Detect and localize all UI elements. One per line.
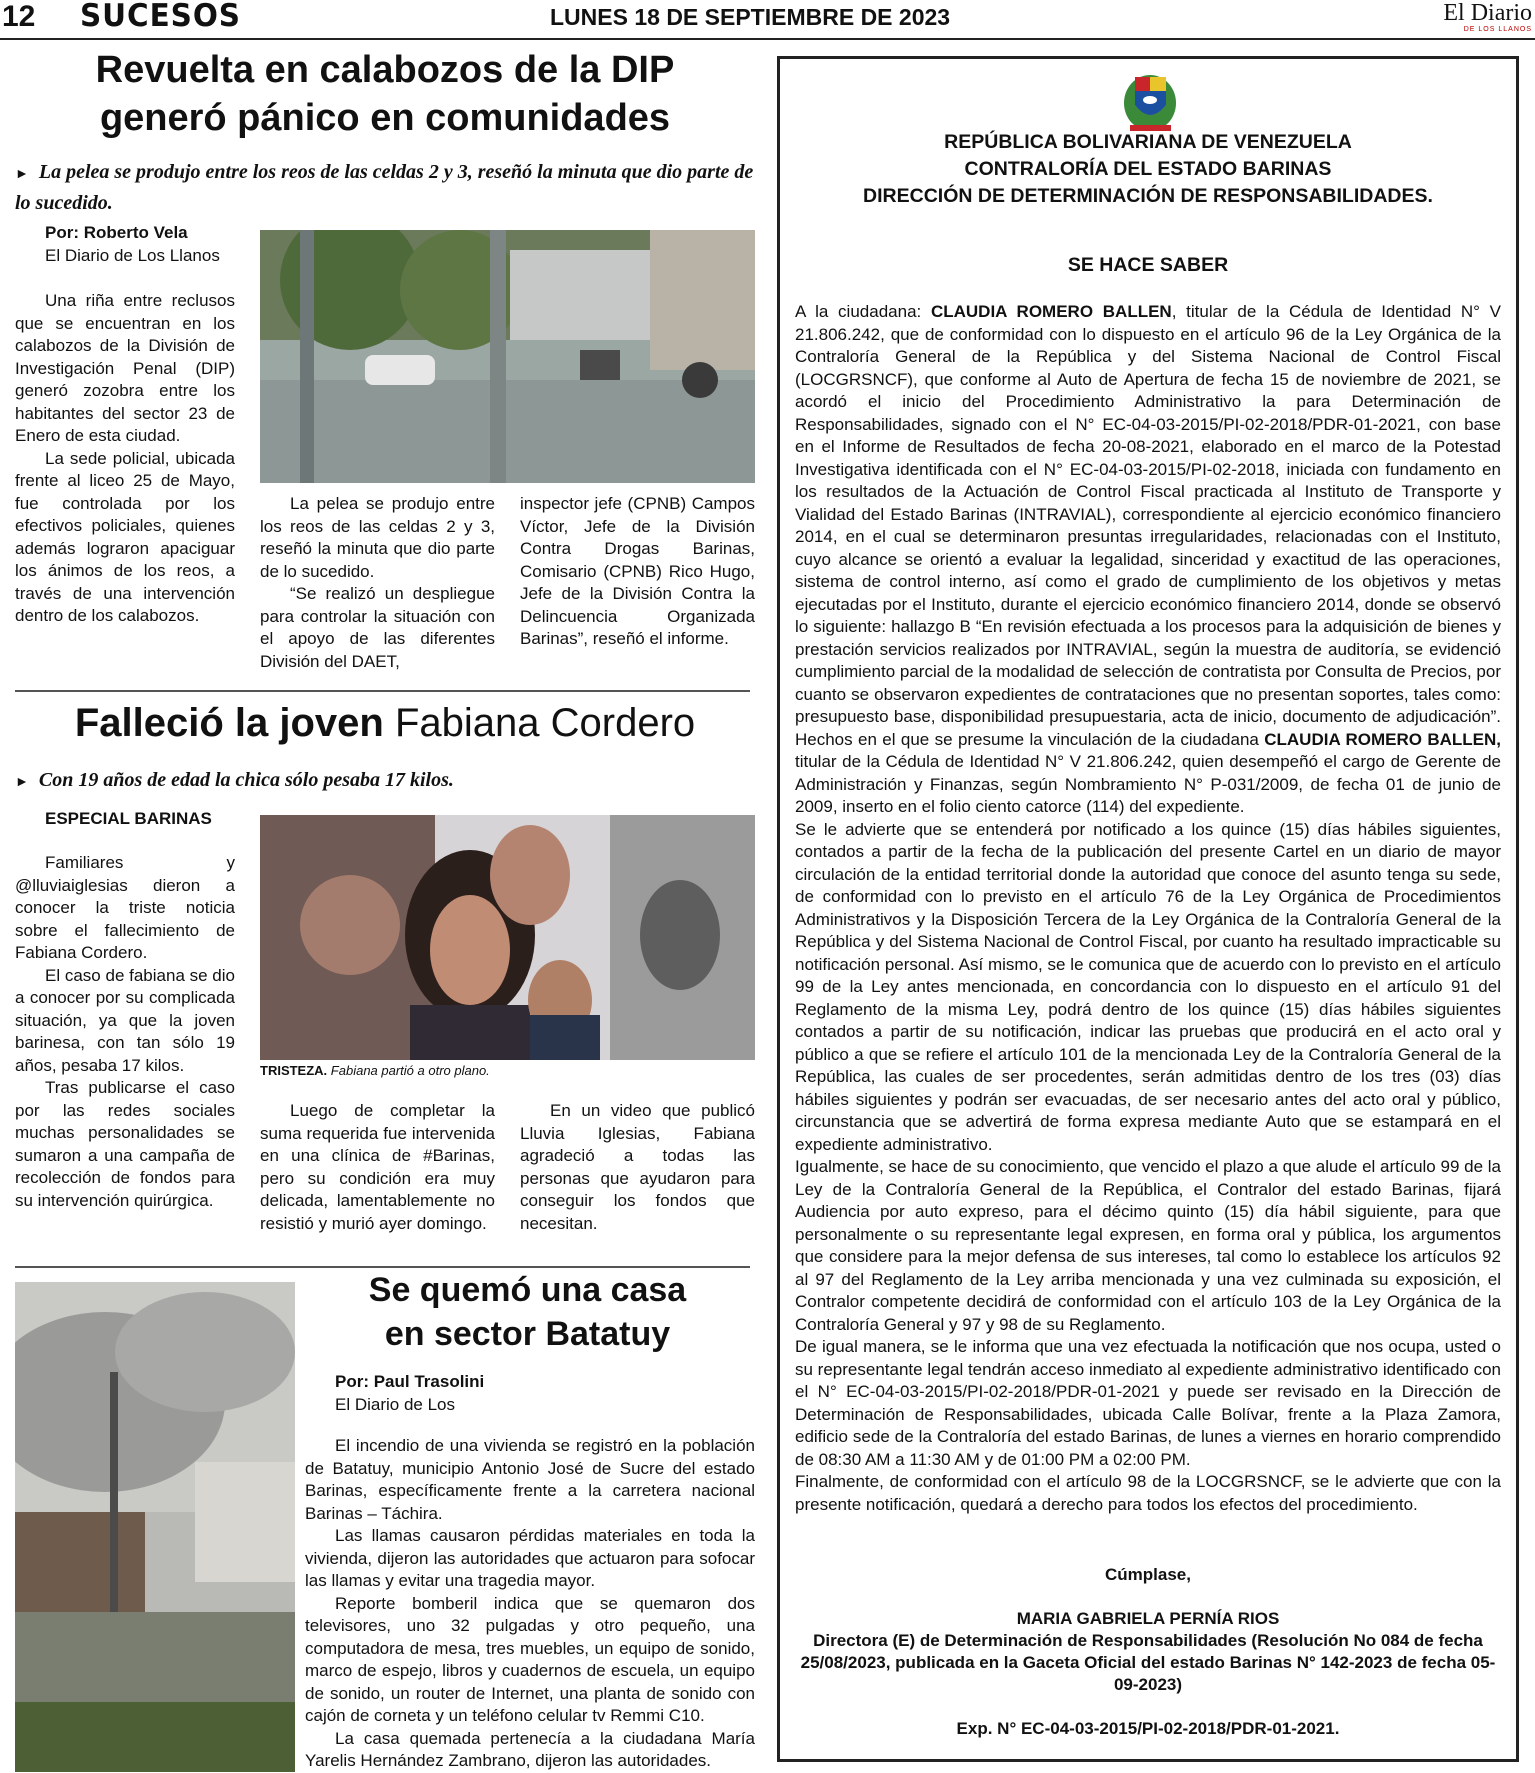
logo-name: El Diario — [1443, 0, 1532, 26]
arrow-icon: ► — [15, 167, 29, 182]
article1-col2: La pelea se produjo entre los reos de las celdas 2 y 3, reseñó la minuta que dio parte de lo sucedido. “Se realizó un despliegue para controlar la situación con el apoyo de las diferentes División del DAET, — [260, 494, 495, 671]
article2-col3: En un video que publicó Lluvia Iglesias, Fabiana agradeció a todas las personas que ayudaron para conseguir los fondos que necesitan. — [520, 1101, 755, 1233]
article1-col3: inspector jefe (CPNB) Campos Víctor, Jefe de la División Contra Drogas Barinas, Comisario (CPNB) Rico Hugo, Jefe de la División Contra la Delincuencia Organizada Barinas”, reseñó el informe. — [520, 494, 755, 648]
newspaper-logo — [1420, 0, 1532, 34]
page-number: 12 — [2, 0, 36, 33]
article2-col1: Familiares y @lluviaiglesias dieron a conocer la triste noticia sobre el fallecimiento de Fabiana Cordero. El caso de fabiana se dio a conocer por su complicada situación, ya que la joven barinesa, con tan sólo 19 años, pesaba 17 kilos. Tras publicarse el caso por las redes sociales muchas personalidades se sumaron a una campaña de recolección de fondos para su intervención quirúrgica. — [15, 853, 235, 1210]
issue-date: LUNES 18 DE SEPTIEMBRE DE 2023 — [550, 4, 951, 30]
article2-byline: ESPECIAL BARINAS — [45, 809, 212, 828]
article1-photo — [260, 230, 755, 483]
notice-title: REPÚBLICA BOLIVARIANA DE VENEZUELA CONTRALORÍA DEL ESTADO BARINAS DIRECCIÓN DE DETERMINACIÓN DE RESPONSABILIDADES. — [863, 131, 1433, 207]
notice-subtitle: SE HACE SABER — [1067, 254, 1229, 276]
article1-deck: ► La pelea se produjo entre los reos de las celdas 2 y 3, reseñó la minuta que dio parte de lo sucedido. — [15, 161, 754, 214]
article3-byline: Por: Paul Trasolini — [335, 1372, 485, 1391]
article3-photo — [15, 1282, 295, 1772]
article3-headline: Se quemó una casa en sector Batatuy — [368, 1271, 687, 1353]
section-title: SUCESOS — [80, 0, 241, 34]
article1-headline: Revuelta en calabozos de la DIP generó pánico en comunidades — [95, 49, 675, 139]
article2-col2: Luego de completar la suma requerida fue intervenida en una clínica de #Barinas, pero su condición era muy delicada, lamentablemente no resistió y murió ayer domingo. — [260, 1101, 495, 1233]
legal-notice-box — [777, 56, 1519, 1762]
article1-byline-org: El Diario de Los Llanos — [45, 246, 220, 265]
notice-signature: Cúmplase, MARIA GABRIELA PERNÍA RIOS Directora (E) de Determinación de Responsabilidades (Resolución No 084 de fecha 25/08/2023, publicada en la Gaceta Oficial del estado Barinas N° 142-2023 de fecha 05-09-2023) Exp. N° EC-04-03-2015/PI-02-2018/PDR-01-2021. — [800, 1565, 1496, 1738]
logo-sub: DE LOS LLANOS — [1463, 26, 1532, 33]
article2-caption: TRISTEZA. Fabiana partió a otro plano. — [260, 1063, 490, 1078]
divider — [15, 690, 750, 692]
article2-headline: Falleció la joven Fabiana Cordero — [74, 701, 696, 745]
article2-deck: ► Con 19 años de edad la chica sólo pesaba 17 kilos. — [15, 769, 454, 791]
article3-byline-org: El Diario de Los — [335, 1395, 456, 1414]
article1-col1: Una riña entre reclusos que se encuentran en los calabozos de la División de Investigación Penal (DIP) generó zozobra entre los habitantes del sector 23 de Enero de esta ciudad. La sede policial, ubicada frente al liceo 25 de Mayo, fue controlada por los efectivos policiales, quienes además lograron apaciguar los ánimos de los reos, a través de una intervención dentro de los calabozos. — [15, 291, 235, 625]
article3-body: El incendio de una vivienda se registró en la población de Batatuy, municipio Antonio José de Sucre del estado Barinas, específicamente frente a la carretera nacional Barinas – Táchira. Las llamas causaron pérdidas materiales en toda la vivienda, dijeron las autoridades que actuaron para sofocar las llamas y evitar una tragedia mayor. Reporte bomberil indica que se quemaron dos televisores, uno 32 pulgadas y otro pequeño, una computadora de mesa, tres muebles, un equipo de sonido, marco de espejo, libros y cuadernos de escuela, un equipo de sonido, un router de Internet, una planta de sonido con cajón de corneta y un teléfono celular tv Remmi C10. La casa quemada pertenecía a la ciudadana María Yarelis Hernández Zambrano, dijeron las autoridades. — [305, 1436, 755, 1770]
article2-photo — [260, 815, 755, 1060]
header-rule — [0, 38, 1535, 40]
article1-byline: Por: Roberto Vela — [45, 223, 188, 242]
coat-of-arms-icon — [1123, 67, 1178, 135]
notice-body: A la ciudadana: CLAUDIA ROMERO BALLEN, titular de la Cédula de Identidad N° V 21.806.242, que de conformidad con lo dispuesto en el artículo 96 de la Ley Orgánica de la Contraloría General de la República y del Sistema Nacional de Control Fiscal (LOCGRSNCF), que conforme al Auto de Apertura de fecha 15 de noviembre de 2021, se acordó el inicio del Procedimiento Administrativo la para Determinación de Responsabilidades, signado con el N° EC-04-03-2015/PI-02-2018/PDR-01-2021, con base en el Informe de Resultados de fecha 20-08-2021, elaborado en el marco de la Potestad Investigativa identificada con el N° EC-04-03-2015/PI-02-2018, iniciada con fundamento en los resultados de la Actuación de Control Fiscal practicada al Instituto de Transporte y Vialidad del Estado Barinas (INTRAVIAL), correspondiente al ejercicio económico financiero 2014, en el cual se determinaron presuntas irregularidades, relacionadas con el Instituto, cuyo alcance se orientó a evaluar la legalidad, sinceridad y exactitud de las operaciones, sistema de control interno, así como el grado de cumplimiento de los objetivos y metas ejecutadas por el Instituto, durante el ejercicio económico financiero 2014, donde se observó lo siguiente: hallazgo B “En revisión efectuada a los procesos para la adquisición de bienes y prestación servicios realizados por INTRAVIAL, según la muestra de auditoría, se evidenció cumplimiento parcial de la modalidad de selección de contratista por Consulta de Precios, por cuanto se observaron expedientes de contrataciones que no presentan soportes, tales como: presupuesto base, disponibilidad presupuestaria, acta de inicio, documento de adjudicación”. Hechos en el que se presume la vinculación de la ciudadana CLAUDIA ROMERO BALLEN, titular de la Cédula de Identidad N° V 21.806.242, quien desempeñó el cargo de Gerente de Administración y Finanzas, según Nombramiento N° P-031/2009, de fecha 01 de junio de 2009, inserto en el folio ciento catorce (114) del expediente. Se le advierte que se entenderá por notificado a los quince (15) días hábiles siguientes, contados a partir de la fecha de la publicación del presente Cartel en un diario de mayor circulación de la entidad territorial donde la autoridad que conoce del asunto tenga su sede, de conformidad con lo previsto en el artículo 76 de la Ley Orgánica de Procedimientos Administrativos y la Disposición Tercera de la Ley Orgánica de la Contraloría General de la República y del Sistema Nacional de Control Fiscal, por cuanto ha resultado impracticable su notificación personal. Así mismo, se le comunica que de acuerdo con lo previsto en el artículo 99 de la Ley antes mencionada, en concordancia con lo dispuesto en el artículo 91 del Reglamento de la misma Ley, podrá dentro de los quince (15) días hábiles siguientes contados a partir de su notificación, indicar las pruebas que producirá en el acto oral y público a que se refiere el artículo 101 de la mencionada Ley de la Contraloría General de la República, las cuales de ser procedentes, serán admitidas dentro de los tres (03) días hábiles siguientes y podrán ser evacuadas, de ser necesario antes del acto oral y público, circunstancia que se advertirá de forma expresa mediante Auto que se estampará en el expediente administrativo. Igualmente, se hace de su conocimiento, que vencido el plazo a que alude el artículo 99 de la Ley de la Contraloría General de la República, el Contralor del estado Barinas, fijará Audiencia por auto expreso, para el décimo quinto (15) día hábil siguiente, para que personalmente o su representante legal expresen, en forma oral y pública, los argumentos que considere para la mejor defensa de sus intereses, tal como lo establece los artículos 92 al 97 del Reglamento de la Ley arriba mencionada y una vez culminada su exposición, el Contralor competente decidirá de conformidad con el artículo 103 de la Ley Orgánica de la Contraloría General y 97 y 98 de su Reglamento. De igual manera, se le informa que una vez efectuada la notificación que nos ocupa, usted o su representante legal tendrán acceso inmediato al expediente administrativo identificado con el N° EC-04-03-2015/PI-02-2018/PDR-01-2021 y puede ser revisado en la Dirección de Determinación de Responsabilidades, ubicada Calle Bolívar, frente a la Plaza Zamora, edificio sede de la Contraloría del estado Barinas, de lunes a viernes en horario comprendido de 08:30 AM a 11:30 AM y de 01:00 PM a 02:00 PM. Finalmente, de conformidad con el artículo 98 de la LOCGRSNCF, se le advierte que con la presente notificación, quedará a derecho para todos los efectos del procedimiento. — [795, 302, 1502, 1514]
arrow-icon: ► — [15, 775, 29, 790]
